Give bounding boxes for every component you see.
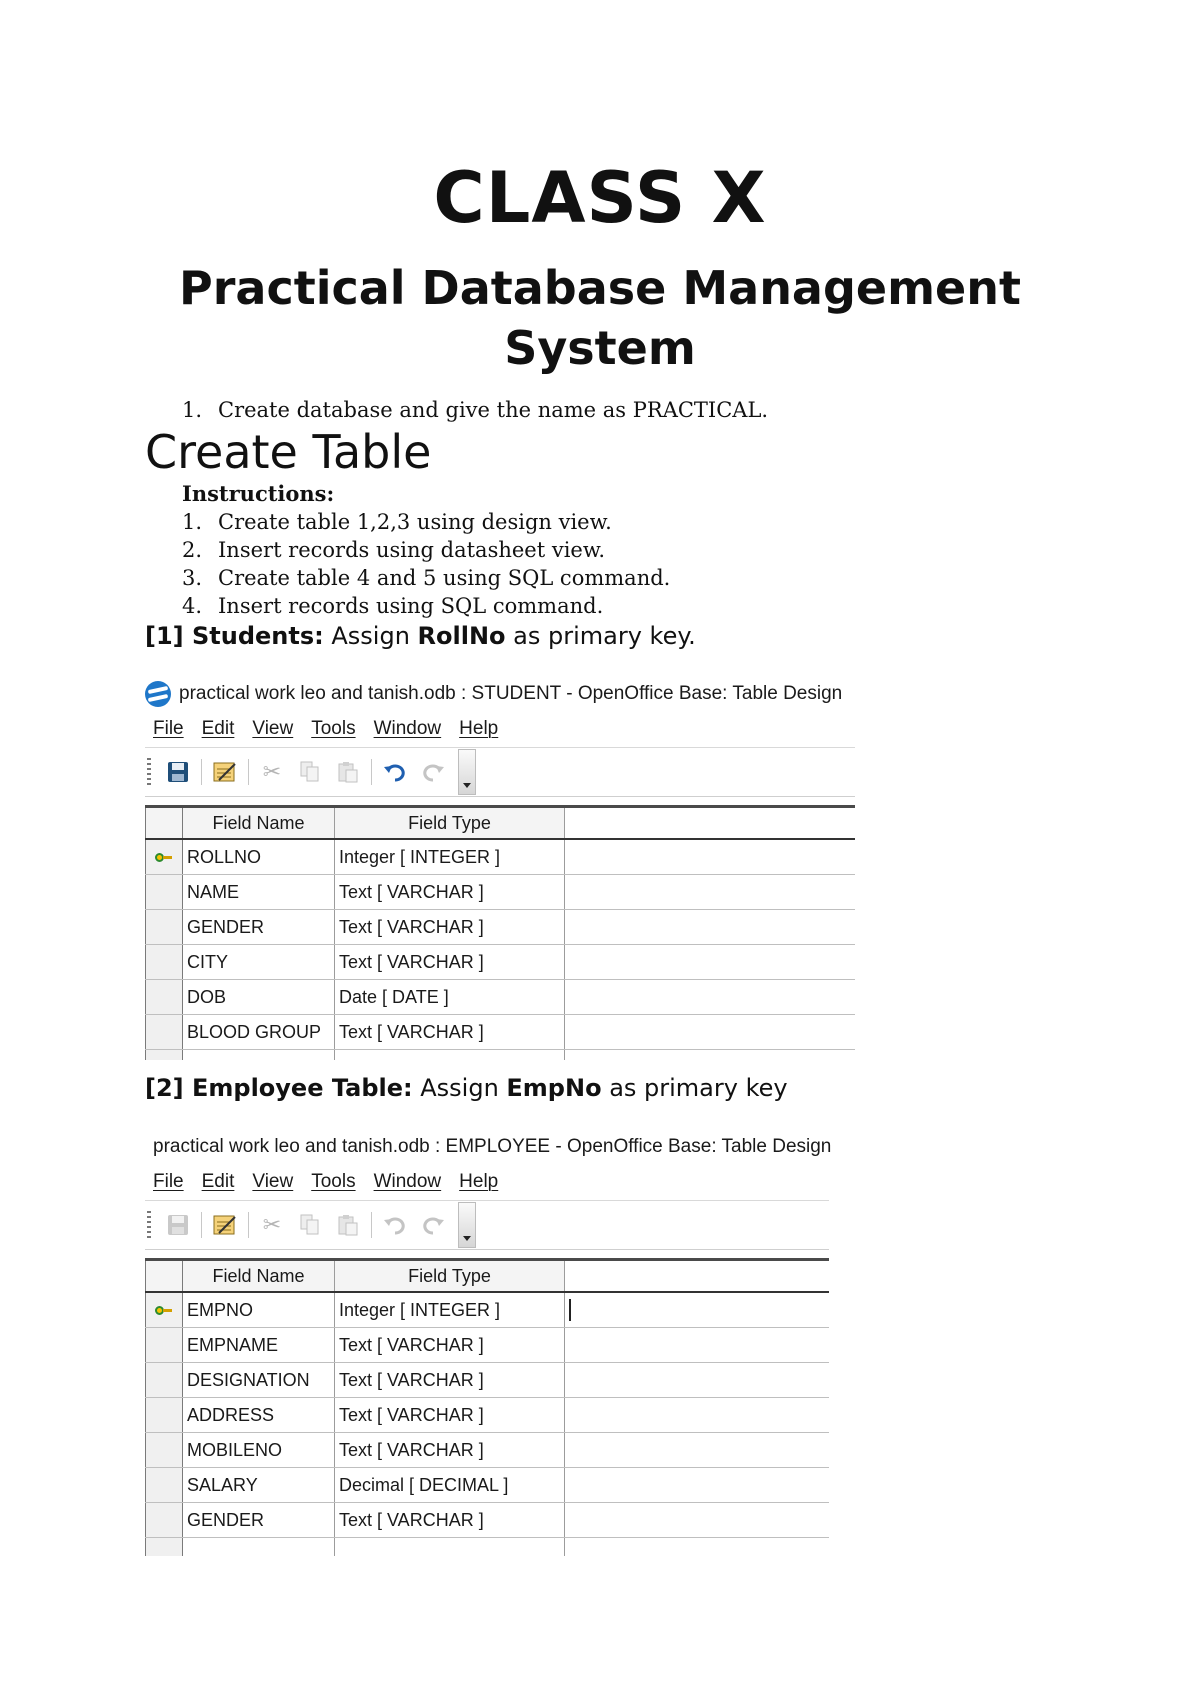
instruction-item <box>182 508 612 536</box>
window-titlebar <box>145 677 855 711</box>
employee-table-design-window <box>145 1130 832 1556</box>
field-type-cell[interactable]: Text [ VARCHAR ] <box>335 910 565 944</box>
field-type-cell[interactable]: Integer [ INTEGER ] <box>335 840 565 874</box>
step-database-name: PRACTICAL <box>632 398 762 422</box>
student-table-design-window <box>145 677 855 1060</box>
field-type-cell[interactable]: Date [ DATE ] <box>335 980 565 1014</box>
create-table-heading: Create Table <box>145 425 432 479</box>
menu-help[interactable]: Help <box>459 718 499 739</box>
openoffice-logo-icon <box>145 681 171 707</box>
description-cell[interactable] <box>565 1015 855 1049</box>
field-name-cell[interactable]: EMPNO <box>183 1293 335 1327</box>
grid-header-row <box>145 1261 829 1293</box>
primary-key-icon <box>155 1303 173 1317</box>
toolbar-separator <box>371 1212 372 1238</box>
field-name-cell[interactable]: GENDER <box>183 910 335 944</box>
field-type-cell[interactable]: Text [ VARCHAR ] <box>335 945 565 979</box>
cut-icon[interactable]: ✂ <box>262 759 282 784</box>
row-selector[interactable] <box>145 1538 183 1556</box>
row-selector[interactable] <box>145 980 183 1014</box>
description-cell[interactable] <box>565 1398 829 1432</box>
row-selector[interactable] <box>145 840 183 874</box>
description-cell[interactable] <box>565 1538 829 1556</box>
field-type-cell[interactable] <box>335 1050 565 1060</box>
field-type-cell[interactable] <box>335 1538 565 1556</box>
window-title: practical work leo and tanish.odb : STUDENT - OpenOffice Base: Table Design <box>179 683 843 704</box>
field-name-cell[interactable]: MOBILENO <box>183 1433 335 1467</box>
toolbar-grip[interactable] <box>147 1211 151 1239</box>
description-cell[interactable] <box>565 1363 829 1397</box>
field-name-cell[interactable] <box>183 1538 335 1556</box>
instruction-text: Insert records using SQL command. <box>218 594 604 618</box>
field-type-cell[interactable]: Text [ VARCHAR ] <box>335 1015 565 1049</box>
toolbar-separator <box>371 759 372 785</box>
toolbar-separator <box>201 1212 202 1238</box>
column-header-field-type[interactable]: Field Type <box>335 808 565 838</box>
primary-key-icon <box>155 850 173 864</box>
save-icon[interactable] <box>164 1211 192 1239</box>
undo-icon[interactable] <box>381 758 409 786</box>
section-prefix: [2] Employee Table: <box>145 1074 413 1102</box>
column-header-field-type[interactable]: Field Type <box>335 1261 565 1291</box>
field-grid <box>145 1258 829 1556</box>
field-name-cell[interactable]: CITY <box>183 945 335 979</box>
menu-bar <box>145 711 855 748</box>
instruction-item <box>182 536 605 564</box>
field-type-cell[interactable]: Text [ VARCHAR ] <box>335 1363 565 1397</box>
field-name-cell[interactable]: DOB <box>183 980 335 1014</box>
field-name-cell[interactable]: NAME <box>183 875 335 909</box>
table-row[interactable] <box>145 1433 829 1468</box>
section-suffix: as primary key. <box>505 622 696 650</box>
field-name-cell[interactable]: DESIGNATION <box>183 1363 335 1397</box>
description-cell[interactable] <box>565 1503 829 1537</box>
field-name-cell[interactable]: EMPNAME <box>183 1328 335 1362</box>
table-row[interactable] <box>145 1468 829 1503</box>
section-mid: Assign <box>323 622 418 650</box>
column-header-field-name[interactable]: Field Name <box>183 808 335 838</box>
paste-icon[interactable] <box>334 758 362 786</box>
menu-help[interactable]: Help <box>459 1171 499 1192</box>
field-name-cell[interactable] <box>183 1050 335 1060</box>
paste-icon[interactable] <box>334 1211 362 1239</box>
table-row[interactable] <box>145 1328 829 1363</box>
row-selector[interactable] <box>145 1363 183 1397</box>
step-number: 1. <box>182 398 203 422</box>
table-row[interactable] <box>145 980 855 1015</box>
menu-edit[interactable]: Edit <box>201 1171 235 1192</box>
table-row[interactable] <box>145 875 855 910</box>
field-name-cell[interactable]: GENDER <box>183 1503 335 1537</box>
description-cell[interactable] <box>565 1328 829 1362</box>
section-prefix: [1] Students: <box>145 622 324 650</box>
menu-window[interactable]: Window <box>373 1171 442 1192</box>
row-header-corner <box>145 1261 183 1291</box>
cut-icon[interactable]: ✂ <box>262 1212 282 1237</box>
instruction-text: Insert records using datasheet view. <box>218 538 606 562</box>
row-selector[interactable] <box>145 910 183 944</box>
row-selector[interactable] <box>145 945 183 979</box>
section-key: RollNo <box>417 622 506 650</box>
menu-tools[interactable]: Tools <box>311 1171 356 1192</box>
menu-view[interactable]: View <box>252 1171 294 1192</box>
column-header-field-name[interactable]: Field Name <box>183 1261 335 1291</box>
step-end: . <box>761 398 769 422</box>
row-selector[interactable] <box>145 1328 183 1362</box>
table-row[interactable] <box>145 1398 829 1433</box>
description-cell[interactable] <box>565 1293 829 1327</box>
step-1 <box>182 396 768 424</box>
description-cell[interactable] <box>565 1433 829 1467</box>
edit-design-icon[interactable] <box>211 1211 239 1239</box>
description-cell[interactable] <box>565 1468 829 1502</box>
description-cell[interactable] <box>565 875 855 909</box>
menu-tools[interactable]: Tools <box>311 718 356 739</box>
field-name-cell[interactable]: ROLLNO <box>183 840 335 874</box>
window-title: practical work leo and tanish.odb : EMPLOYEE - OpenOffice Base: Table Design <box>153 1136 832 1157</box>
row-selector[interactable] <box>145 1468 183 1502</box>
menu-edit[interactable]: Edit <box>201 718 235 739</box>
table-row[interactable] <box>145 1293 829 1328</box>
row-selector[interactable] <box>145 1433 183 1467</box>
save-icon[interactable] <box>164 758 192 786</box>
section-employee-heading <box>145 1072 788 1104</box>
instruction-number: 1. <box>182 510 203 534</box>
toolbar <box>145 748 855 797</box>
copy-icon[interactable] <box>296 758 324 786</box>
table-row[interactable] <box>145 840 855 875</box>
row-selector[interactable] <box>145 875 183 909</box>
table-row[interactable] <box>145 1503 829 1538</box>
instruction-text: Create table 1,2,3 using design view. <box>218 510 612 534</box>
row-selector[interactable] <box>145 1050 183 1060</box>
field-type-cell[interactable]: Text [ VARCHAR ] <box>335 1398 565 1432</box>
field-name-cell[interactable]: BLOOD GROUP <box>183 1015 335 1049</box>
copy-icon[interactable] <box>296 1211 324 1239</box>
toolbar-separator <box>248 1212 249 1238</box>
toolbar-grip[interactable] <box>147 758 151 786</box>
redo-icon[interactable] <box>419 1211 447 1239</box>
edit-design-icon[interactable] <box>211 758 239 786</box>
field-name-cell[interactable]: SALARY <box>183 1468 335 1502</box>
field-type-cell[interactable]: Text [ VARCHAR ] <box>335 1503 565 1537</box>
field-name-cell[interactable]: ADDRESS <box>183 1398 335 1432</box>
text-cursor <box>569 1299 571 1321</box>
table-row[interactable] <box>145 1363 829 1398</box>
undo-icon[interactable] <box>381 1211 409 1239</box>
redo-icon[interactable] <box>419 758 447 786</box>
column-header-description[interactable] <box>565 1261 829 1291</box>
field-type-cell[interactable]: Decimal [ DECIMAL ] <box>335 1468 565 1502</box>
instructions-label: Instructions: <box>182 481 335 506</box>
toolbar-separator <box>248 759 249 785</box>
table-row[interactable] <box>145 910 855 945</box>
description-cell[interactable] <box>565 980 855 1014</box>
window-titlebar <box>145 1130 832 1164</box>
empty-row[interactable] <box>145 1050 855 1060</box>
section-students-heading <box>145 620 696 652</box>
page-title: CLASS X <box>433 157 767 239</box>
field-grid <box>145 805 855 1060</box>
toolbar <box>145 1201 829 1250</box>
toolbar-separator <box>201 759 202 785</box>
row-header-corner <box>145 808 183 838</box>
table-row[interactable] <box>145 945 855 980</box>
section-key: EmpNo <box>506 1074 602 1102</box>
toolbar-overflow-button[interactable] <box>458 1202 476 1248</box>
grid-header-row <box>145 808 855 840</box>
description-cell[interactable] <box>565 1050 855 1060</box>
step-text: Create database and give the name as <box>218 398 633 422</box>
instruction-number: 2. <box>182 538 203 562</box>
instruction-number: 4. <box>182 594 203 618</box>
page-subtitle: Practical Database Management System <box>179 261 1021 375</box>
instruction-number: 3. <box>182 566 203 590</box>
row-selector[interactable] <box>145 1503 183 1537</box>
row-selector[interactable] <box>145 1293 183 1327</box>
instruction-item <box>182 564 670 592</box>
description-cell[interactable] <box>565 840 855 874</box>
field-type-cell[interactable]: Integer [ INTEGER ] <box>335 1293 565 1327</box>
instruction-text: Create table 4 and 5 using SQL command. <box>218 566 671 590</box>
menu-window[interactable]: Window <box>373 718 442 739</box>
column-header-description[interactable] <box>565 808 855 838</box>
menu-file[interactable]: File <box>153 718 184 739</box>
row-selector[interactable] <box>145 1398 183 1432</box>
menu-file[interactable]: File <box>153 1171 184 1192</box>
field-type-cell[interactable]: Text [ VARCHAR ] <box>335 875 565 909</box>
section-suffix: as primary key <box>601 1074 788 1102</box>
table-row[interactable] <box>145 1015 855 1050</box>
empty-row[interactable] <box>145 1538 829 1556</box>
menu-bar <box>145 1164 829 1201</box>
toolbar-overflow-button[interactable] <box>458 749 476 795</box>
field-type-cell[interactable]: Text [ VARCHAR ] <box>335 1328 565 1362</box>
instruction-item <box>182 592 603 620</box>
field-type-cell[interactable]: Text [ VARCHAR ] <box>335 1433 565 1467</box>
section-mid: Assign <box>412 1074 507 1102</box>
description-cell[interactable] <box>565 910 855 944</box>
description-cell[interactable] <box>565 945 855 979</box>
row-selector[interactable] <box>145 1015 183 1049</box>
menu-view[interactable]: View <box>252 718 294 739</box>
